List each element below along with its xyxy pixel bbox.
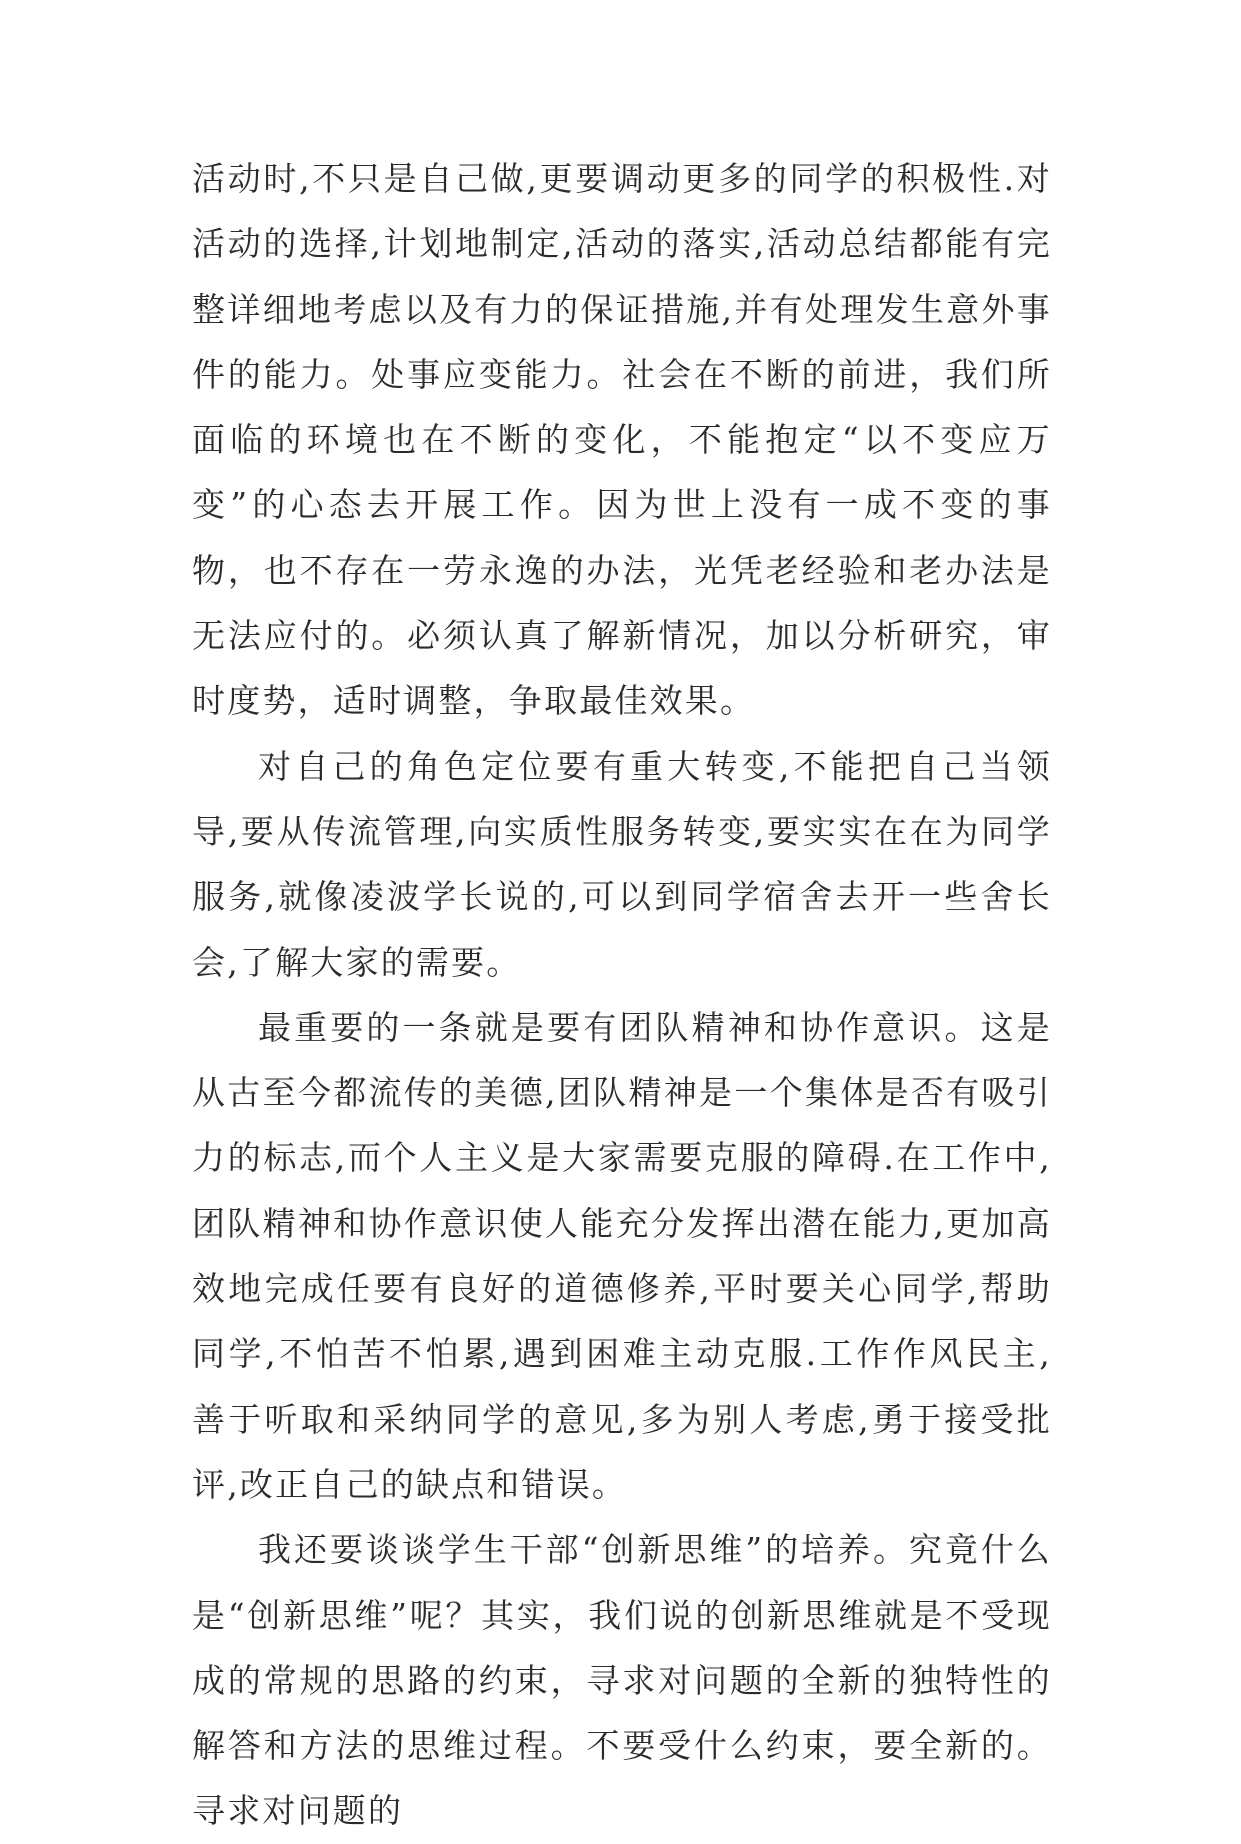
paragraph-continuation: 活动时,不只是自己做,更要调动更多的同学的积极性.对活动的选择,计划地制定,活动的落实,活动总结都能有完整详细地考虑以及有力的保证措施,并有处理发生意外事件的能力。处事应变能力。社会在不断的前进，我们所面临的环境也在不断的变化，不能抱定“以不变应万变”的心态去开展工作。因为世上没有一成不变的事物，也不存在一劳永逸的办法，光凭老经验和老办法是无法应付的。必须认真了解新情况，加以分析研究，审时度势，适时调整，争取最佳效果。 bbox=[192, 159, 1052, 721]
paragraph-role-positioning: 对自己的角色定位要有重大转变,不能把自己当领导,要从传流管理,向实质性服务转变,要实实在在为同学服务,就像凌波学长说的,可以到同学宿舍去开一些舍长会,了解大家的需要。 bbox=[192, 746, 1052, 982]
paragraph-innovative-thinking: 我还要谈谈学生干部“创新思维”的培养。究竟什么是“创新思维”呢？其实，我们说的创新思维就是不受现成的常规的思路的约束，寻求对问题的全新的独特性的解答和方法的思维过程。不要受什么约束，要全新的。寻求对问题的 bbox=[192, 1530, 1052, 1831]
document-body bbox=[192, 146, 1052, 1844]
paragraph-team-spirit: 最重要的一条就是要有团队精神和协作意识。这是从古至今都流传的美德,团队精神是一个集体是否有吸引力的标志,而个人主义是大家需要克服的障碍.在工作中,团队精神和协作意识使人能充分发挥出潜在能力,更加高效地完成任要有良好的道德修养,平时要关心同学,帮助同学,不怕苦不怕累,遇到困难主动克服.工作作风民主,善于听取和采纳同学的意见,多为别人考虑,勇于接受批评,改正自己的缺点和错误。 bbox=[192, 1007, 1052, 1504]
